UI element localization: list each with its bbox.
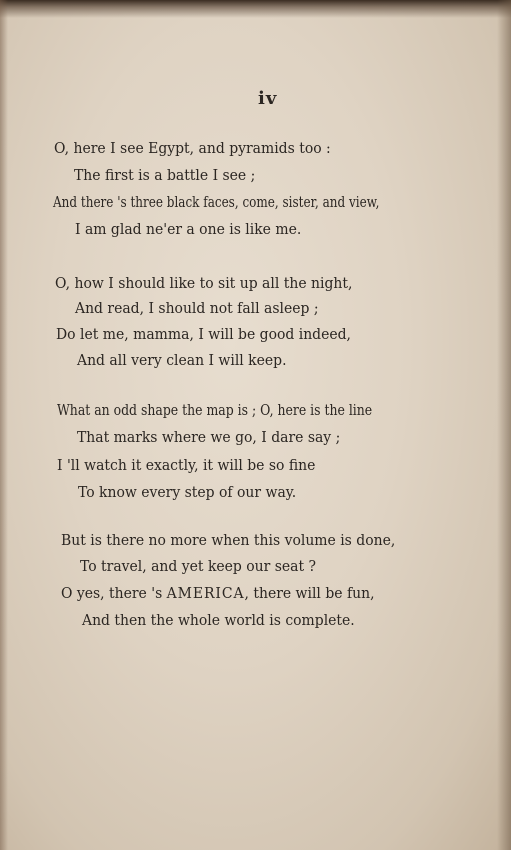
stanza-line: To know every step of our way. [78,483,297,501]
stanza-line: And read, I should not fall asleep ; [75,299,319,317]
stanza-line: And then the whole world is complete. [82,611,355,629]
stanza-line: I 'll watch it exactly, it will be so fine [57,456,316,474]
stanza-line-part: , there will be fun, [244,584,375,602]
america-smallcaps: AMERICA [166,584,245,602]
stanza-line: To travel, and yet keep our seat ? [80,557,317,575]
stanza-line: What an odd shape the map is ; O, here is the line [57,401,373,419]
stanza-line: O, how I should like to sit up all the night, [55,274,353,292]
stanza-line: The first is a battle I see ; [74,166,256,184]
stanza-line: Do let me, mamma, I will be good indeed, [56,325,351,343]
page-number: iv [258,88,278,109]
stanza-line-with-smallcaps [61,583,375,603]
stanza-line: And all very clean I will keep. [77,351,287,369]
stanza-line: But is there no more when this volume is done, [61,531,396,549]
page-right-edge [497,0,511,850]
page-left-edge [0,0,8,850]
stanza-line: O, here I see Egypt, and pyramids too : [54,139,331,157]
stanza-line-part: O yes, there 's [61,584,167,602]
stanza-line: And there 's three black faces, come, sister, and view, [53,193,380,211]
stanza-line: That marks where we go, I dare say ; [77,428,341,446]
stanza-line: I am glad ne'er a one is like me. [75,220,302,238]
page-top-shadow [0,0,511,18]
